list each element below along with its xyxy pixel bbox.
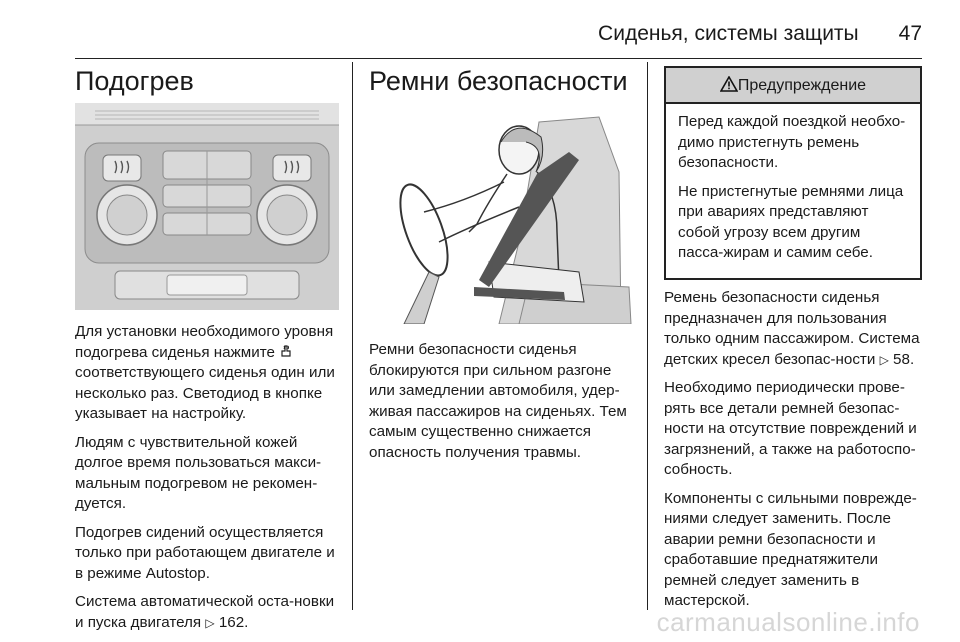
warning-title: Предупреждение	[737, 77, 867, 94]
warning-body	[666, 104, 920, 278]
paragraph: Ремни безопасности сиденья блокируются при сильном разгоне или замедлении автомобиля, удер-живая пассажиров на сиденьях. Тем самым существенно снижается опасность получения травмы.	[369, 341, 627, 461]
reference-arrow-icon: ▷	[205, 615, 215, 630]
warning-triangle-icon	[720, 77, 738, 94]
section-title: Сиденья, системы защиты	[598, 22, 859, 45]
page-reference[interactable]: 58.	[893, 350, 915, 368]
heading-seat-belts: Ремни безопасности	[369, 66, 628, 96]
left-column-text	[75, 322, 343, 641]
paragraph: Для установки необходимого уровня подогрева сиденья нажмите соответствующего сиденья один или несколько раз. Светодиод в кнопке указывает на настройку.	[75, 323, 335, 422]
middle-column-text	[369, 340, 637, 471]
warning-box	[664, 66, 922, 280]
page-reference[interactable]: 162.	[218, 613, 249, 631]
watermark: carmanualsonline.info	[656, 607, 920, 637]
paragraph: Необходимо периодически прове-рять все детали ремней безопас-ности на отсутствие повреждений и загрязнений, а также на работоспо-собность.	[664, 379, 917, 478]
paragraph: Система автоматической оста-новки и пуска двигателя ▷ 162.	[75, 593, 335, 631]
right-column-text	[664, 288, 926, 620]
paragraph: Не пристегнутые ремнями лица при авариях представляют собой угрозу всем другим пасса-жирам и самим себе.	[678, 182, 904, 261]
paragraph: Перед каждой поездкой необхо-димо пристегнуть ремень безопасности.	[678, 113, 906, 171]
console-illustration	[75, 103, 339, 310]
seatbelt-illustration	[369, 112, 634, 324]
paragraph: Подогрев сидений осуществляется только при работающем двигателе и в режиме Autostop.	[75, 523, 335, 582]
reference-arrow-icon: ▷	[879, 352, 889, 367]
header-divider	[75, 58, 922, 59]
column-divider-2	[647, 62, 648, 610]
heading-heating: Подогрев	[75, 66, 194, 96]
paragraph: Ремень безопасности сиденья предназначен для пользования только одним пассажиром. Система детских кресел безопас-ности ▷ 58.	[664, 289, 920, 368]
column-divider-1	[352, 62, 353, 610]
page-number: 47	[898, 22, 922, 45]
paragraph: Людям с чувствительной кожей долгое время пользоваться макси-мальным подогревом не рекомен-дуется.	[75, 433, 322, 512]
seat-heating-icon	[279, 344, 293, 361]
page-header	[598, 22, 922, 46]
paragraph: Компоненты с сильными поврежде-ниями следует заменить. После аварии ремни безопасности и сработавшие преднатяжители ремней следует заменить в мастерской.	[664, 489, 917, 609]
warning-title-bar	[666, 68, 920, 104]
